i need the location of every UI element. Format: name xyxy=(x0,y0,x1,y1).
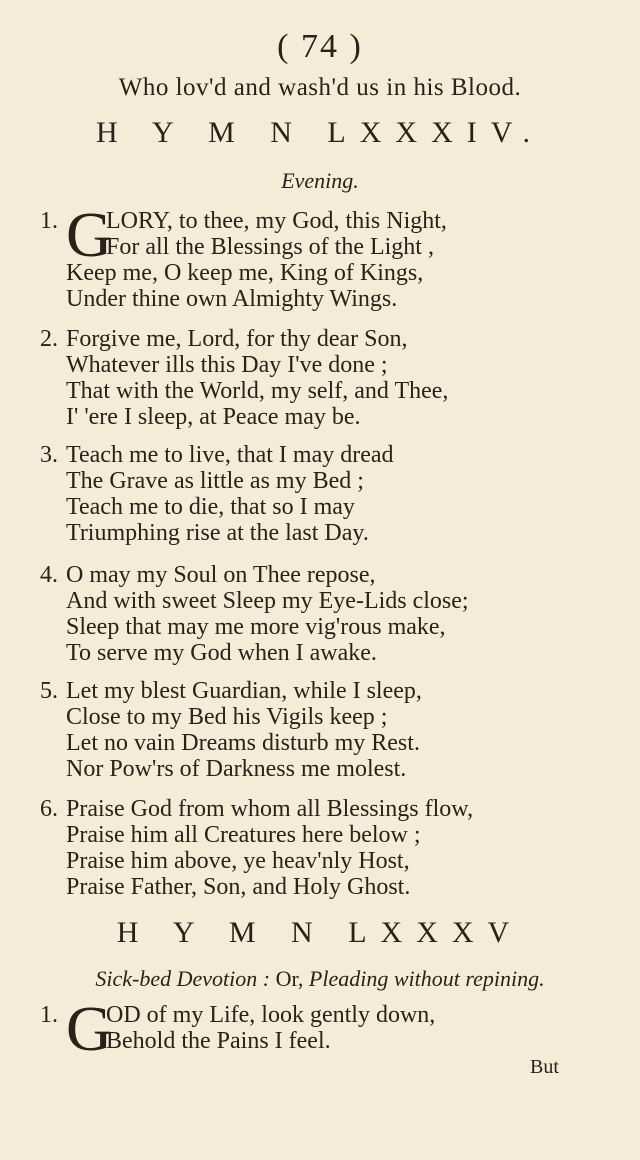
hymn-subtitle xyxy=(0,966,640,992)
hymn-subtitle: Evening. xyxy=(281,168,359,193)
verse-line: Close to my Bed his Vigils keep ; xyxy=(66,704,388,730)
verse-4 xyxy=(40,562,600,666)
verse-line: Whatever ills this Day I've done ; xyxy=(66,352,388,378)
verse-line: To serve my God when I awake. xyxy=(66,640,377,666)
verse-line: Nor Pow'rs of Darkness me molest. xyxy=(66,756,407,782)
verse-line: O may my Soul on Thee repose, xyxy=(66,562,376,588)
verse-line: Keep me, O keep me, King of Kings, xyxy=(66,260,424,286)
verse-line: For all the Blessings of the Light , xyxy=(106,234,434,260)
verse-line: The Grave as little as my Bed ; xyxy=(66,468,364,494)
verse-line: Triumphing rise at the last Day. xyxy=(66,520,369,546)
verse-line: I' 'ere I sleep, at Peace may be. xyxy=(66,404,361,430)
drop-cap: G xyxy=(66,199,113,270)
verse-line: Praise Father, Son, and Holy Ghost. xyxy=(66,874,411,900)
verse-line: Sleep that may me more vig'rous make, xyxy=(66,614,446,640)
verse-1 xyxy=(40,993,600,1064)
verse-line: LORY, to thee, my God, this Night, xyxy=(106,208,447,234)
verse-number: 6. xyxy=(40,796,58,822)
verse-number: 1. xyxy=(40,208,58,234)
verse-line: And with sweet Sleep my Eye-Lids close; xyxy=(66,588,469,614)
verse-line: That with the World, my self, and Thee, xyxy=(66,378,449,404)
verse-line: Teach me to die, that so I may xyxy=(66,494,355,520)
verse-line: Let my blest Guardian, while I sleep, xyxy=(66,678,422,704)
verse-line: Praise him above, ye heav'nly Host, xyxy=(66,848,410,874)
drop-cap: G xyxy=(66,993,113,1064)
catchword: But xyxy=(530,1056,559,1078)
verse-line: Under thine own Almighty Wings. xyxy=(66,286,398,312)
page-number: ( 74 ) xyxy=(277,28,363,65)
verse-line: Let no vain Dreams disturb my Rest. xyxy=(66,730,420,756)
verse-2 xyxy=(40,326,600,430)
verse-number: 4. xyxy=(40,562,58,588)
hymn-title: H Y M N LXXXIV. xyxy=(95,116,545,149)
verse-1 xyxy=(40,199,600,312)
verse-line: Teach me to live, that I may dread xyxy=(66,442,394,468)
subtitle-part: Sick-bed Devotion : xyxy=(95,966,271,991)
verse-line: OD of my Life, look gently down, xyxy=(106,1002,436,1028)
verse-number: 5. xyxy=(40,678,58,704)
verse-5 xyxy=(40,678,600,782)
verse-number: 1. xyxy=(40,1002,58,1028)
verse-line: Praise God from whom all Blessings flow, xyxy=(66,796,474,822)
subtitle-part: Pleading without repining. xyxy=(308,966,545,991)
verse-3 xyxy=(40,442,600,546)
subtitle-part: Or, xyxy=(275,966,304,991)
verse-number: 2. xyxy=(40,326,58,352)
verse-line: Forgive me, Lord, for thy dear Son, xyxy=(66,326,408,352)
verse-number: 3. xyxy=(40,442,58,468)
verse-6 xyxy=(40,796,600,900)
verse-line: Praise him all Creatures here below ; xyxy=(66,822,421,848)
verse-line: Behold the Pains I feel. xyxy=(106,1028,331,1054)
hymn-title: H Y M N LXXXV xyxy=(116,916,524,949)
carry-over-line: Who lov'd and wash'd us in his Blood. xyxy=(118,74,522,101)
